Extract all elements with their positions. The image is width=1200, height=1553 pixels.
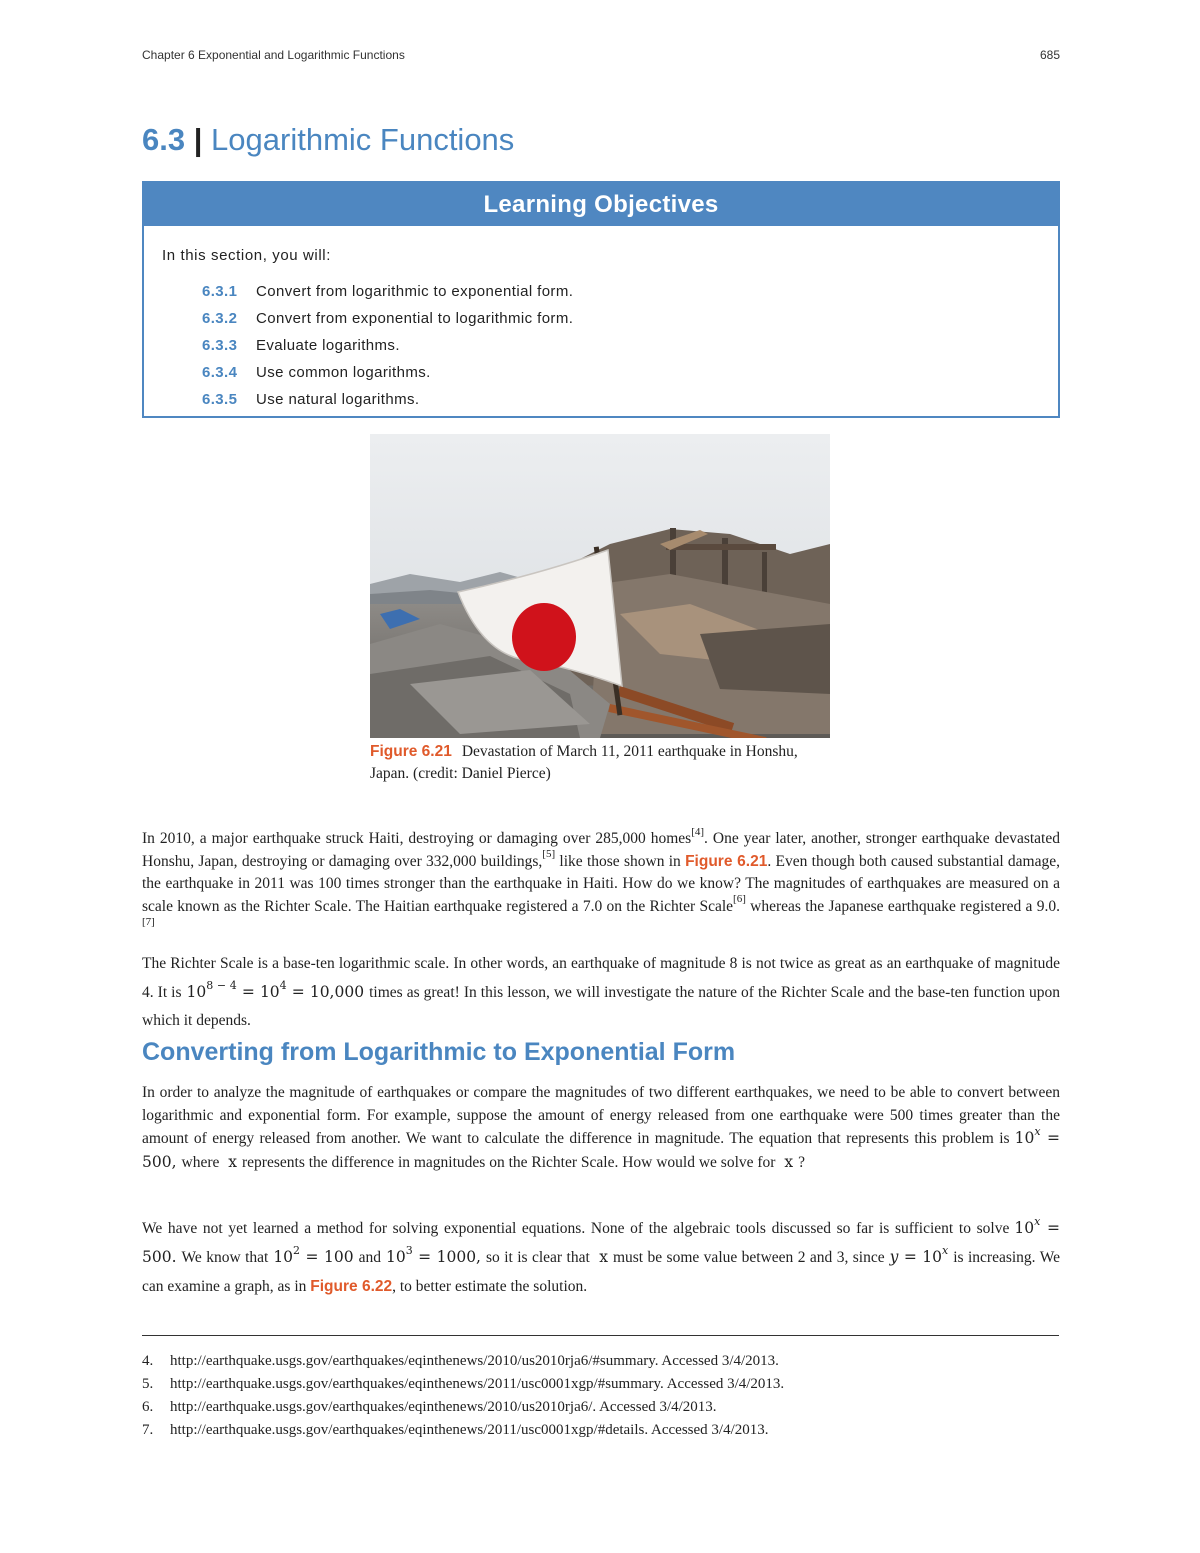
page-number: 685 xyxy=(1039,48,1060,62)
paragraph-text: whereas the Japanese earthquake registered a 9.0. xyxy=(745,897,1060,915)
objective-code: 6.3.4 xyxy=(202,364,238,381)
footnote-divider xyxy=(142,1335,1059,1336)
math-text: = 1000, xyxy=(412,1248,481,1266)
figure-6-22-link[interactable]: Figure 6.22 xyxy=(310,1278,393,1295)
paragraph-text: In 2010, a major earthquake struck Haiti, destroying or damaging over 285,000 homes xyxy=(142,830,692,847)
math-text: = 10,000 xyxy=(286,983,365,1001)
objective-code: 6.3.5 xyxy=(202,391,238,408)
footnote-ref-4[interactable]: [4] xyxy=(691,825,705,838)
objective-text: Convert from logarithmic to exponential form. xyxy=(256,283,574,300)
paragraph-text: and xyxy=(358,1249,381,1266)
objective-code: 6.3.3 xyxy=(202,337,238,354)
paragraph-text: so it is clear that xyxy=(486,1249,590,1266)
paragraph-solving xyxy=(142,1214,1060,1301)
figure-caption-text: Devastation of March 11, 2011 earthquake in Honshu, Japan. (credit: Daniel Pierce) xyxy=(370,743,798,782)
math-base: 10 xyxy=(1014,1219,1035,1237)
footnote-link[interactable]: http://earthquake.usgs.gov/earthquakes/eqinthenews/2011/usc0001xgp/#summary. Accessed 3/4/2013. xyxy=(170,1376,785,1392)
footnote-number: 6. xyxy=(142,1399,154,1415)
footnote-item xyxy=(142,1376,784,1399)
footnote-link[interactable]: http://earthquake.usgs.gov/earthquakes/eqinthenews/2010/us2010rja6/. Accessed 3/4/2013. xyxy=(170,1399,717,1415)
section-title xyxy=(142,122,514,158)
paragraph-earthquakes xyxy=(142,825,1060,941)
objective-item xyxy=(202,310,573,337)
objective-item xyxy=(202,283,573,310)
chapter-title: Chapter 6 Exponential and Logarithmic Functions xyxy=(142,48,405,62)
paragraph-text: times as great! In this lesson, we will investigate the nature of the Richter Scale and the base-ten function upon which it depends. xyxy=(142,984,1060,1029)
math-text: = 500. xyxy=(142,1219,1060,1266)
objective-code: 6.3.2 xyxy=(202,310,238,327)
math-exponent: 2 xyxy=(293,1243,301,1257)
footnote-link[interactable]: http://earthquake.usgs.gov/earthquakes/eqinthenews/2010/us2010rja6/#summary. Accessed 3/4/2013. xyxy=(170,1353,779,1369)
earthquake-photo xyxy=(370,434,830,738)
paragraph-text: represents the difference in magnitudes on the Richter Scale. How would we solve for xyxy=(242,1153,776,1171)
math-exponent: 4 xyxy=(279,978,287,992)
figure-caption xyxy=(370,741,830,785)
math-variable: x xyxy=(599,1248,608,1266)
learning-objectives-box xyxy=(142,181,1060,418)
math-text: = 10 xyxy=(236,983,280,1001)
math-text: = 500, xyxy=(142,1129,1060,1171)
paragraph-text: is increasing. We can examine a graph, as in xyxy=(142,1249,1060,1295)
learning-objectives-intro: In this section, you will: xyxy=(162,247,331,264)
paragraph-text: ? xyxy=(798,1153,805,1171)
footnote-number: 4. xyxy=(142,1353,154,1369)
math-text: = 100 xyxy=(300,1248,354,1266)
figure-6-21-link[interactable]: Figure 6.21 xyxy=(685,852,768,870)
math-variable: x xyxy=(1034,1124,1041,1138)
math-variable: x xyxy=(1034,1214,1041,1228)
paragraph-text: We have not yet learned a method for solving exponential equations. None of the algebraic tools discussed so far is sufficient to solve xyxy=(142,1220,1010,1237)
math-base: 10 xyxy=(1014,1129,1035,1147)
paragraph-text: where xyxy=(181,1153,220,1171)
objective-item xyxy=(202,391,573,418)
paragraph-richter xyxy=(142,950,1060,1035)
math-variable: y xyxy=(889,1248,899,1266)
paragraph-text: like those shown in xyxy=(555,852,686,870)
math-base: 10 xyxy=(186,983,207,1001)
footnote-ref-6[interactable]: [6] xyxy=(733,893,746,906)
objective-text: Use natural logarithms. xyxy=(256,391,420,408)
section-title-text: Logarithmic Functions xyxy=(211,122,515,157)
section-separator: | xyxy=(193,122,203,157)
math-text: = 10 xyxy=(898,1248,943,1266)
figure-label: Figure 6.21 xyxy=(370,743,452,760)
footnote-ref-5[interactable]: [5] xyxy=(542,848,556,861)
footnote-number: 7. xyxy=(142,1422,154,1438)
paragraph-text: The Richter Scale is a base-ten logarithmic scale. In other words, an earthquake of magnitude 8 is not twice as great as an earthquake of magnitude 4. It is xyxy=(142,955,1060,1001)
paragraph-analyze xyxy=(142,1082,1060,1174)
learning-objectives-title: Learning Objectives xyxy=(144,183,1058,226)
objective-text: Use common logarithms. xyxy=(256,364,431,381)
math-variable: x xyxy=(784,1152,794,1171)
subsection-heading: Converting from Logarithmic to Exponential Form xyxy=(142,1038,736,1066)
footnote-item xyxy=(142,1422,784,1445)
footnote-number: 5. xyxy=(142,1376,154,1392)
objective-item xyxy=(202,364,573,391)
math-expression xyxy=(385,1243,481,1266)
footnote-link[interactable]: http://earthquake.usgs.gov/earthquakes/eqinthenews/2011/usc0001xgp/#details. Accessed 3/4/2013. xyxy=(170,1422,769,1438)
paragraph-text: . One year later, another, stronger earthquake devastated Honshu, Japan, destroying or damaging over 332,000 buildings, xyxy=(142,830,1060,870)
footnote-item xyxy=(142,1399,784,1422)
paragraph-text: , to better estimate the solution. xyxy=(392,1278,588,1295)
math-variable: x xyxy=(942,1243,949,1257)
objective-item xyxy=(202,337,573,364)
paragraph-text: We know that xyxy=(181,1249,269,1266)
math-exponent: 8 − 4 xyxy=(206,978,237,992)
math-expression xyxy=(273,1243,354,1266)
running-head xyxy=(142,48,1060,62)
math-exponent: 3 xyxy=(405,1243,413,1257)
objective-text: Convert from exponential to logarithmic form. xyxy=(256,310,574,327)
math-base: 10 xyxy=(273,1248,294,1266)
math-expression xyxy=(889,1243,949,1266)
footnotes-list xyxy=(142,1353,784,1445)
learning-objectives-list xyxy=(202,283,573,418)
math-variable: x xyxy=(228,1152,238,1171)
math-expression xyxy=(186,978,365,1001)
paragraph-text: . Even though both caused substantial damage, the earthquake in 2011 was 100 times stronger than the earthquake in Haiti. How do we know? The magnitudes of earthquakes are measured on a scale known as the Richter Scale. The Haitian earthquake registered a 7.0 on the Richter Scale xyxy=(142,852,1060,915)
objective-code: 6.3.1 xyxy=(202,283,238,300)
paragraph-text: In order to analyze the magnitude of earthquakes or compare the magnitudes of two different earthquakes, we need to be able to convert between logarithmic and exponential form. For example, suppose the amount of energy released from one earthquake were 500 times greater than the amount of energy released from another. We want to calculate the difference in magnitude. The equation that represents this problem is xyxy=(142,1084,1060,1147)
objective-text: Evaluate logarithms. xyxy=(256,337,400,354)
math-base: 10 xyxy=(385,1248,406,1266)
section-number: 6.3 xyxy=(142,122,186,157)
footnote-item xyxy=(142,1353,784,1376)
footnote-ref-7[interactable]: [7] xyxy=(142,915,155,928)
paragraph-text: must be some value between 2 and 3, since xyxy=(612,1249,885,1266)
